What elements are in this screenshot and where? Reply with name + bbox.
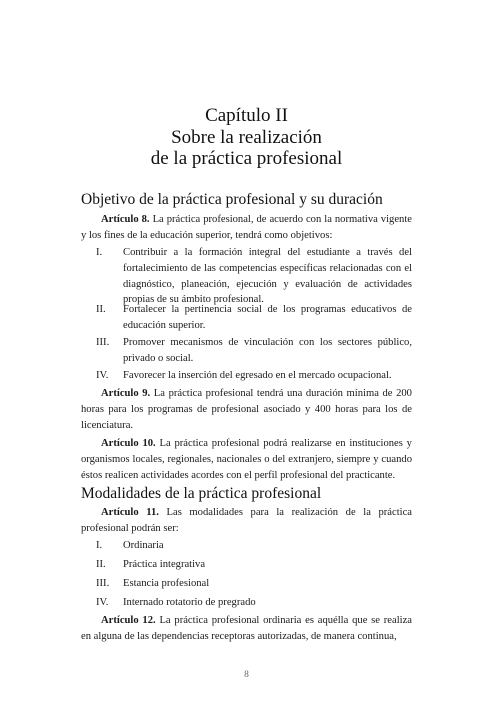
article-10-text: La práctica profesional podrá realizarse en instituciones y organismos locales, regionales, nacionales o del extranjero, siempre y cuando éstos realicen actividades acordes con el perfil profesional del practicante. [81,438,412,481]
list-item-text: Ordinaria [123,540,164,551]
section-heading-modalidades: Modalidades de la práctica profesional [81,485,322,502]
article-12-label: Artículo 12. [101,615,156,626]
list-item-text: Internado rotatorio de pregrado [123,597,256,608]
list-item-number: I. [96,247,103,258]
modality-list-item [81,538,412,554]
list-item-number: IV. [96,597,109,608]
list-item-text: Promover mecanismos de vinculación con los sectores público, privado o social. [123,337,412,364]
list-item-text: Estancia profesional [123,578,210,589]
list-item-number: IV. [96,370,109,381]
section-heading-objetivo: Objetivo de la práctica profesional y su duración [81,191,383,208]
list-item-number: II. [96,559,106,570]
article-12-paragraph [81,613,412,645]
article-11-text: Las modalidades para la realización de la práctica profesional podrán ser: [81,507,413,534]
chapter-title-line-2: Sobre la realización [171,126,322,148]
objective-list-item [81,245,412,308]
article-9-paragraph [81,386,412,433]
article-8-paragraph [81,212,412,244]
page-number: 8 [244,670,249,680]
article-8-label: Artículo 8. [101,214,150,225]
article-10-paragraph [81,436,412,483]
list-item-text: Práctica integrativa [123,559,206,570]
chapter-title [0,105,493,170]
article-11-label: Artículo 11. [101,507,159,518]
list-item-text: Fortalecer la pertinencia social de los programas educativos de educación superior. [123,304,412,331]
modality-list-item [81,595,412,611]
article-9-text: La práctica profesional tendrá una duración mínima de 200 horas para los programas de profesional asociado y 400 horas para los de licenciatura. [81,388,412,431]
chapter-title-line-1: Capítulo II [205,105,288,126]
article-12-text: La práctica profesional ordinaria es aquélla que se realiza en alguna de las dependencias receptoras autorizadas, de manera continua, [81,615,412,642]
list-item-text: Contribuir a la formación integral del estudiante a través del fortalecimiento de las competencias específicas relacionadas con el diagnóstico, planeación, ejecución y evaluación de actividades propias de su ámbito profesional. [123,247,412,306]
objective-list-item [81,335,412,367]
objective-list-item [81,368,412,384]
article-10-label: Artículo 10. [101,438,156,449]
list-item-number: III. [96,337,110,348]
list-item-number: I. [96,540,103,551]
chapter-title-line-3: de la práctica profesional [150,148,343,169]
modality-list-item [81,557,412,573]
article-11-paragraph [81,505,412,537]
modality-list-item [81,576,412,592]
list-item-number: III. [96,578,110,589]
list-item-number: II. [96,304,106,315]
list-item-text: Favorecer la inserción del egresado en el mercado ocupacional. [123,370,392,381]
article-9-label: Artículo 9. [101,388,151,399]
objective-list-item [81,302,412,334]
article-8-text: La práctica profesional, de acuerdo con la normativa vigente y los fines de la educación superior, tendrá como objetivos: [81,214,412,241]
